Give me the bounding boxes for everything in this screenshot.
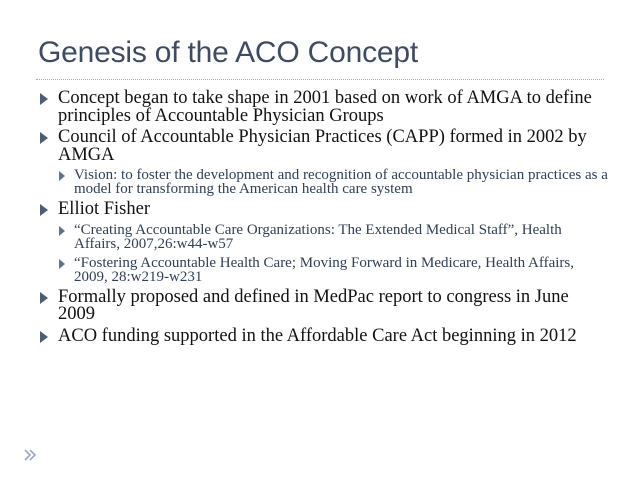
triangle-right-icon xyxy=(59,259,65,269)
sub-bullet-item xyxy=(34,256,610,284)
sub-bullet-item xyxy=(34,168,610,196)
bullet-item xyxy=(34,201,610,219)
triangle-right-icon xyxy=(40,204,48,216)
bullet-text: Concept began to take shape in 2001 based on work of AMGA to define principles of Accountable Physician Groups xyxy=(58,88,592,126)
triangle-right-icon xyxy=(59,171,65,181)
bullet-item xyxy=(34,286,610,324)
bullet-item xyxy=(34,90,610,125)
triangle-right-icon xyxy=(40,132,48,144)
triangle-right-icon xyxy=(40,331,48,343)
bullet-text: Formally proposed and defined in MedPac report to congress in June 2009 xyxy=(58,286,569,324)
triangle-right-icon xyxy=(59,226,65,236)
bullet-text: Council of Accountable Physician Practices (CAPP) formed in 2002 by AMGA xyxy=(58,127,587,165)
triangle-right-icon xyxy=(40,292,48,304)
bullet-text: ACO funding supported in the Affordable Care Act beginning in 2012 xyxy=(58,325,577,346)
sub-bullet-item xyxy=(34,223,610,251)
bullet-item xyxy=(34,129,610,164)
title-divider xyxy=(36,79,604,80)
bullet-list xyxy=(34,90,610,349)
bullet-item xyxy=(34,325,610,346)
sub-bullet-text: “Fostering Accountable Health Care; Moving Forward in Medicare, Health Affairs, 2009, 28:w219-w231 xyxy=(74,254,575,285)
triangle-right-icon xyxy=(40,93,48,105)
slide-title: Genesis of the ACO Concept xyxy=(38,36,419,69)
bullet-text: Elliot Fisher xyxy=(58,199,150,219)
sub-bullet-text: “Creating Accountable Care Organizations: The Extended Medical Staff”, Health Affairs, 2007,26:w44-w57 xyxy=(74,221,562,252)
double-chevron-right-icon xyxy=(24,449,36,461)
sub-bullet-text: Vision: to foster the development and recognition of accountable physician practices as a model for transforming the American health care system xyxy=(74,167,608,197)
